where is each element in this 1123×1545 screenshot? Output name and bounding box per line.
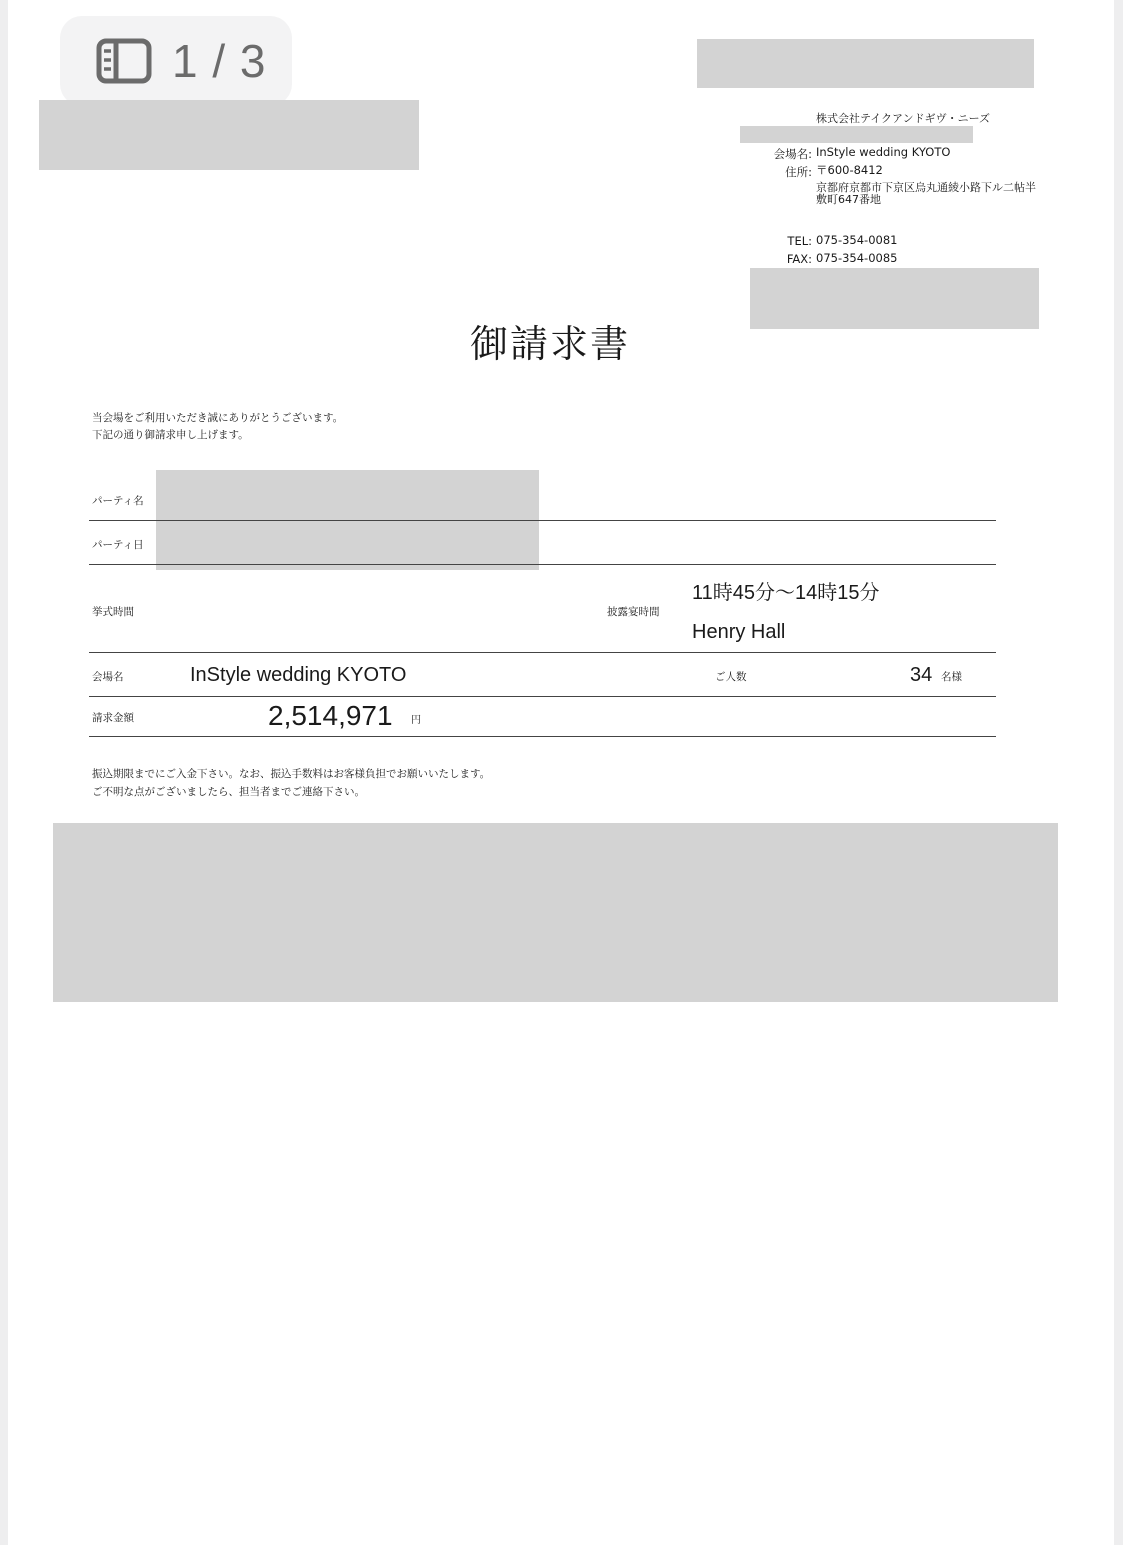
viewer-edge-left bbox=[0, 0, 8, 1545]
redacted-block bbox=[53, 823, 1058, 1002]
redacted-block bbox=[740, 126, 973, 143]
reception-time-value: 11時45分〜14時15分 bbox=[692, 582, 880, 604]
venue-value: InStyle wedding KYOTO bbox=[190, 664, 407, 686]
viewer-edge-right bbox=[1114, 0, 1123, 1545]
issuer-tel-label: TEL: bbox=[787, 234, 812, 248]
row-divider bbox=[89, 736, 996, 737]
ceremony-time-label: 挙式時間 bbox=[92, 606, 134, 618]
intro-text bbox=[92, 410, 343, 444]
row-divider bbox=[89, 652, 996, 653]
amount-label: 請求金額 bbox=[92, 712, 134, 724]
issuer-fax-label: FAX: bbox=[786, 252, 812, 266]
payment-notes bbox=[92, 765, 490, 801]
row-divider bbox=[89, 696, 996, 697]
redacted-block bbox=[697, 39, 1034, 88]
issuer-venue-label: 会場名: bbox=[773, 147, 812, 161]
guests-value: 34 bbox=[910, 664, 933, 686]
intro-line-1: 当会場をご利用いただき誠にありがとうございます。 bbox=[92, 412, 344, 424]
amount-unit: 円 bbox=[411, 715, 421, 726]
row-divider bbox=[89, 520, 996, 521]
payment-note-2: ご不明な点がございましたら、担当者までご連絡下さい。 bbox=[92, 786, 365, 798]
payment-note-1: 振込期限までにご入金下さい。なお、振込手数料はお客様負担でお願いいたします。 bbox=[92, 768, 491, 780]
document-title: 御請求書 bbox=[469, 322, 630, 366]
issuer-fax: 075-354-0085 bbox=[816, 251, 898, 265]
intro-line-2: 下記の通り御請求申し上げます。 bbox=[92, 429, 249, 441]
reception-hall-value: Henry Hall bbox=[692, 621, 786, 643]
redacted-block bbox=[39, 100, 419, 170]
guests-unit: 名様 bbox=[941, 671, 962, 683]
party-date-label: パーティ日 bbox=[92, 539, 144, 551]
issuer-address-line2: 敷町647番地 bbox=[816, 193, 881, 206]
issuer-company: 株式会社テイクアンドギヴ・ニーズ bbox=[816, 112, 991, 125]
page-indicator-text: 1 / 3 bbox=[172, 35, 267, 87]
issuer-address-line1: 京都府京都市下京区烏丸通綾小路下ル二帖半 bbox=[816, 181, 1036, 194]
issuer-venue-value: InStyle wedding KYOTO bbox=[816, 145, 951, 159]
party-name-label: パーティ名 bbox=[92, 495, 144, 507]
row-divider bbox=[89, 564, 996, 565]
guests-label: ご人数 bbox=[715, 671, 747, 683]
issuer-postal: 〒600-8412 bbox=[816, 163, 883, 177]
issuer-address-label: 住所: bbox=[785, 165, 812, 179]
page-indicator[interactable] bbox=[60, 16, 292, 106]
reception-time-label: 披露宴時間 bbox=[607, 606, 660, 618]
sidebar-toggle-icon[interactable] bbox=[96, 38, 152, 84]
issuer-tel: 075-354-0081 bbox=[816, 233, 898, 247]
amount-value: 2,514,971 bbox=[268, 700, 393, 731]
venue-label: 会場名 bbox=[92, 671, 124, 683]
